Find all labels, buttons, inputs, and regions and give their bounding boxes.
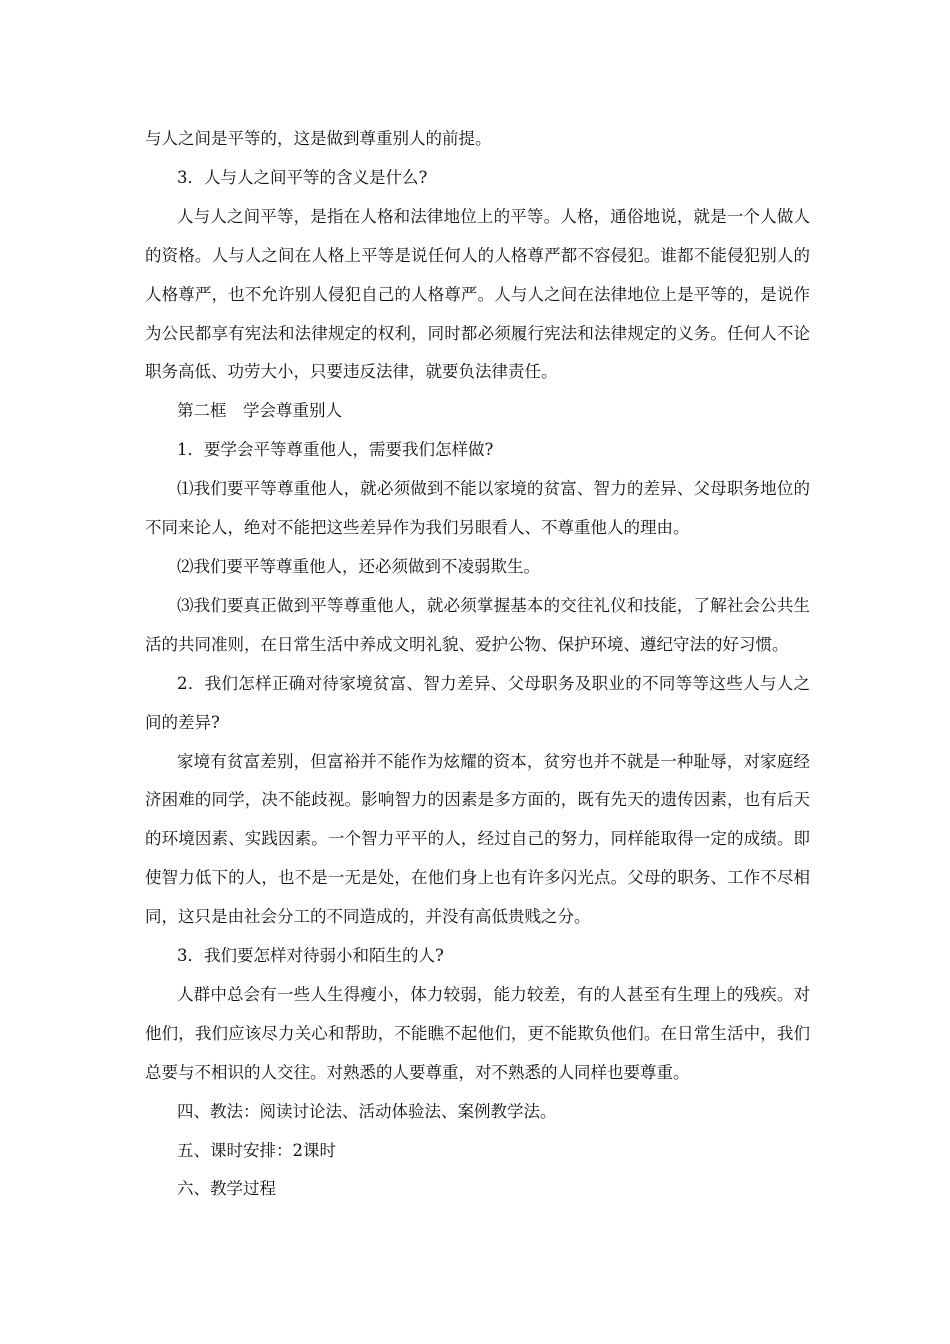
list-item: ⑵我们要平等尊重他人，还必须做到不凌弱欺生。 [177, 556, 540, 576]
paragraph: 人群中总会有一些人生得瘦小，体力较弱，能力较差，有的人甚至有生理上的残疾。对他们，我们应该尽力关心和帮助，不能瞧不起他们，更不能欺负他们。在日常生活中，我们总要与不相识的人交往。对熟悉的人要尊重，对不熟悉的人同样也要尊重。 [145, 984, 810, 1082]
section-heading: 五、课时安排：2课时 [177, 1140, 336, 1160]
question-heading: 3．人与人之间平等的含义是什么? [177, 167, 428, 187]
section-heading: 六、教学过程 [177, 1179, 276, 1199]
section-heading: 第二框 学会尊重别人 [177, 401, 342, 421]
document-body [145, 120, 810, 1209]
question-heading: 2．我们怎样正确对待家境贫富、智力差异、父母职务及职业的不同等等这些人与人之间的差异? [145, 673, 810, 732]
question-heading: 1．要学会平等尊重他人，需要我们怎样做? [177, 440, 494, 460]
list-item: ⑶我们要真正做到平等尊重他人，就必须掌握基本的交往礼仪和技能，了解社会公共生活的共同准则，在日常生活中养成文明礼貌、爱护公物、保护环境、遵纪守法的好习惯。 [145, 595, 810, 654]
paragraph: 人与人之间平等，是指在人格和法律地位上的平等。人格，通俗地说，就是一个人做人的资格。人与人之间在人格上平等是说任何人的人格尊严都不容侵犯。谁都不能侵犯别人的人格尊严，也不允许别人侵犯自己的人格尊严。人与人之间在法律地位上是平等的，是说作为公民都享有宪法和法律规定的权利，同时都必须履行宪法和法律规定的义务。任何人不论职务高低、功劳大小，只要违反法律，就要负法律责任。 [145, 206, 810, 382]
question-heading: 3．我们要怎样对待弱小和陌生的人? [177, 946, 444, 966]
list-item: ⑴我们要平等尊重他人，就必须做到不能以家境的贫富、智力的差异、父母职务地位的不同来论人，绝对不能把这些差异作为我们另眼看人、不尊重他人的理由。 [145, 479, 810, 538]
section-heading: 四、教法：阅读讨论法、活动体验法、案例教学法。 [177, 1101, 557, 1121]
paragraph: 与人之间是平等的，这是做到尊重别人的前提。 [145, 129, 492, 148]
paragraph: 家境有贫富差别，但富裕并不能作为炫耀的资本，贫穷也并不就是一种耻辱，对家庭经济困难的同学，决不能歧视。影响智力的因素是多方面的，既有先天的遗传因素，也有后天的环境因素、实践因素。一个智力平平的人，经过自己的努力，同样能取得一定的成绩。即使智力低下的人，也不是一无是处，在他们身上也有许多闪光点。父母的职务、工作不尽相同，这只是由社会分工的不同造成的，并没有高低贵贱之分。 [145, 751, 810, 927]
